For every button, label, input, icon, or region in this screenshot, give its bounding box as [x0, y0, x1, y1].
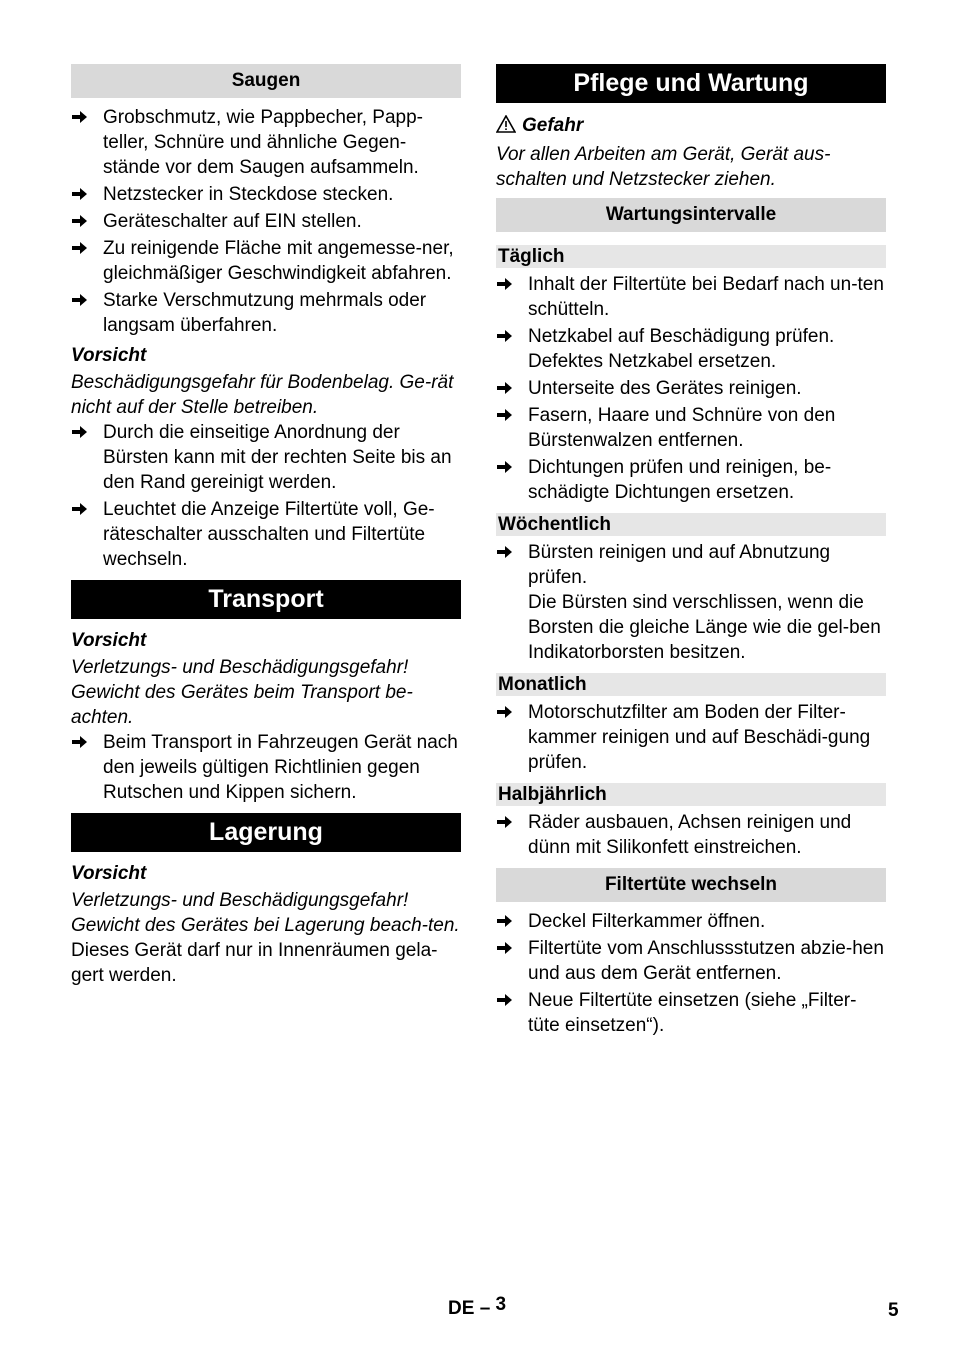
section-heading-filtertuete: Filtertüte wechseln	[496, 868, 886, 902]
taeglich-steps	[496, 272, 886, 505]
arrow-right-icon	[497, 914, 513, 928]
list-item-text: Grobschmutz, wie Pappbecher, Papp-teller, Schnüre und ähnliche Gegen-stände vor dem Saugen aufsammeln.	[103, 107, 424, 178]
halbjaehrlich-steps	[496, 810, 886, 860]
arrow-right-icon	[497, 545, 513, 559]
section-heading-saugen: Saugen	[71, 64, 461, 98]
list-item-text: Starke Verschmutzung mehrmals oder langsam überfahren.	[103, 290, 427, 336]
arrow-right-icon	[497, 941, 513, 955]
warning-triangle-icon	[496, 115, 516, 133]
list-item	[71, 730, 461, 805]
list-item	[71, 182, 461, 207]
list-item-text: Bürsten reinigen und auf Abnutzung prüfen.	[528, 542, 831, 588]
list-item	[496, 909, 886, 934]
list-item	[71, 420, 461, 495]
list-item	[496, 700, 886, 775]
footer-language	[448, 1296, 506, 1321]
list-item-text: Leuchtet die Anzeige Filtertüte voll, Ge-räteschalter ausschalten und Filtertüte wechseln.	[103, 499, 435, 570]
arrow-right-icon	[72, 241, 88, 255]
list-item	[71, 209, 461, 234]
list-item-text: Inhalt der Filtertüte bei Bedarf nach un-ten schütteln.	[528, 274, 884, 320]
arrow-right-icon	[72, 502, 88, 516]
arrow-right-icon	[72, 735, 88, 749]
list-item	[496, 810, 886, 860]
gefahr-text: Vor allen Arbeiten am Gerät, Gerät aus-schalten und Netzstecker ziehen.	[496, 144, 831, 190]
vorsicht-title: Vorsicht	[71, 863, 147, 884]
subheading-woechentlich: Wöchentlich	[496, 513, 886, 536]
list-item-text: Neue Filtertüte einsetzen (siehe „Filter-tüte einsetzen“).	[528, 990, 857, 1036]
vorsicht-text: Beschädigungsgefahr für Bodenbelag. Ge-rät nicht auf der Stelle betreiben.	[71, 372, 454, 418]
arrow-right-icon	[497, 705, 513, 719]
section-heading-lagerung: Lagerung	[71, 813, 461, 852]
arrow-right-icon	[497, 408, 513, 422]
list-item-text: Beim Transport in Fahrzeugen Gerät nach den jeweils gültigen Richtlinien gegen Rutschen und Kippen sichern.	[103, 732, 458, 803]
monatlich-steps	[496, 700, 886, 775]
arrow-right-icon	[497, 993, 513, 1007]
list-item	[496, 455, 886, 505]
list-item-text: Filtertüte vom Anschlussstutzen abzie-hen und aus dem Gerät entfernen.	[528, 938, 884, 984]
saugen-steps	[71, 105, 461, 338]
section-heading-pflege: Pflege und Wartung	[496, 64, 886, 103]
list-item-text: Deckel Filterkammer öffnen.	[528, 911, 766, 932]
arrow-right-icon	[72, 425, 88, 439]
arrow-right-icon	[497, 329, 513, 343]
list-item	[496, 376, 886, 401]
vorsicht-title: Vorsicht	[71, 345, 147, 366]
list-item	[71, 497, 461, 572]
list-item	[496, 403, 886, 453]
left-column	[71, 64, 461, 988]
subheading-taeglich: Täglich	[496, 245, 886, 268]
list-item	[496, 324, 886, 374]
list-item	[496, 540, 886, 590]
lagerung-text: Dieses Gerät darf nur in Innenräumen gela-gert werden.	[71, 940, 438, 986]
list-item-text: Durch die einseitige Anordnung der Bürsten kann mit der rechten Seite bis an den Rand gereinigt werden.	[103, 422, 452, 493]
arrow-right-icon	[72, 214, 88, 228]
arrow-right-icon	[72, 110, 88, 124]
arrow-right-icon	[72, 293, 88, 307]
list-item	[496, 936, 886, 986]
list-item-text: Dichtungen prüfen und reinigen, be-schädigte Dichtungen ersetzen.	[528, 457, 832, 503]
list-item-text: Geräteschalter auf EIN stellen.	[103, 211, 362, 232]
list-item	[496, 272, 886, 322]
arrow-right-icon	[497, 460, 513, 474]
filter-steps	[496, 909, 886, 1038]
page-number: 5	[888, 1300, 899, 1321]
section-heading-transport: Transport	[71, 580, 461, 619]
list-item-text: Unterseite des Gerätes reinigen.	[528, 378, 802, 399]
vorsicht-title: Vorsicht	[71, 630, 147, 651]
list-item	[71, 105, 461, 180]
woechentlich-extra: Die Bürsten sind verschlissen, wenn die Borsten die gleiche Länge wie die gel-ben Indikatorborsten besitzen.	[528, 592, 881, 663]
transport-steps	[71, 730, 461, 805]
gefahr-heading	[496, 113, 886, 138]
subheading-halbjaehrlich: Halbjährlich	[496, 783, 886, 806]
list-item	[71, 288, 461, 338]
subheading-monatlich: Monatlich	[496, 673, 886, 696]
list-item-text: Netzstecker in Steckdose stecken.	[103, 184, 394, 205]
footer-dash: –	[479, 1298, 491, 1319]
arrow-right-icon	[497, 277, 513, 291]
arrow-right-icon	[497, 815, 513, 829]
gefahr-title: Gefahr	[522, 115, 584, 136]
list-item-text: Netzkabel auf Beschädigung prüfen. Defektes Netzkabel ersetzen.	[528, 326, 835, 372]
woechentlich-steps	[496, 540, 886, 590]
section-heading-wartungsintervalle: Wartungsintervalle	[496, 198, 886, 232]
footer-subpage: 3	[495, 1294, 507, 1315]
arrow-right-icon	[72, 187, 88, 201]
list-item	[71, 236, 461, 286]
right-column	[496, 64, 886, 1040]
list-item-text: Fasern, Haare und Schnüre von den Bürstenwalzen entfernen.	[528, 405, 836, 451]
list-item-text: Motorschutzfilter am Boden der Filter-kammer reinigen und auf Beschädi-gung prüfen.	[528, 702, 871, 773]
arrow-right-icon	[497, 381, 513, 395]
list-item	[496, 988, 886, 1038]
vorsicht-text: Verletzungs- und Beschädigungsgefahr! Gewicht des Gerätes beim Transport be-achten.	[71, 657, 413, 728]
saugen-steps-2	[71, 420, 461, 572]
list-item-text: Zu reinigende Fläche mit angemesse-ner, gleichmäßiger Geschwindigkeit abfahren.	[103, 238, 454, 284]
list-item-text: Räder ausbauen, Achsen reinigen und dünn mit Silikonfett einstreichen.	[528, 812, 852, 858]
footer-lang: DE	[448, 1298, 475, 1319]
vorsicht-text: Verletzungs- und Beschädigungsgefahr! Gewicht des Gerätes bei Lagerung beach-ten.	[71, 890, 460, 936]
